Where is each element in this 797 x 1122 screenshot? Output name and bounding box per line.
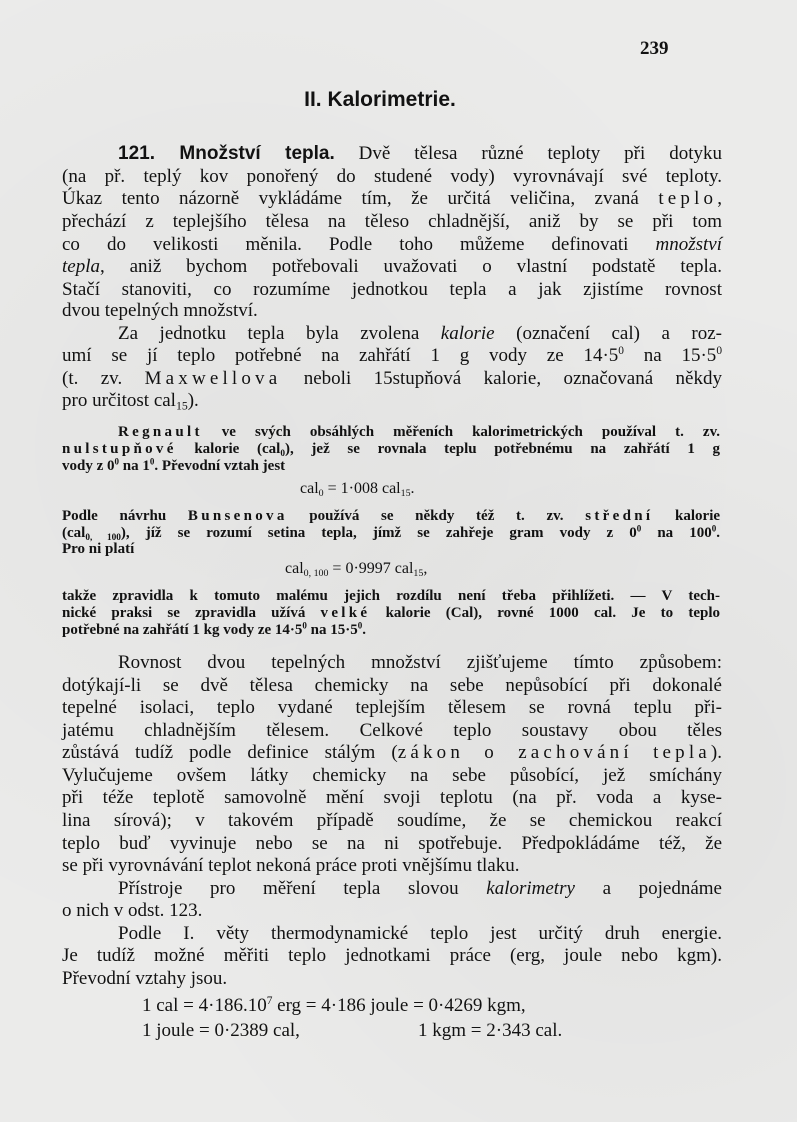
text-run: .: [410, 480, 415, 497]
text-run: (t. zv.: [62, 367, 145, 389]
text-run: dotýkají-li se dvě tělesa chemicky na sebe nepůsobící při dokonalé: [62, 674, 722, 696]
text-run: ,: [423, 560, 428, 577]
text-run: Stačí stanoviti, co rozumíme jednotkou tepla a jak zjistíme rovnost: [62, 278, 722, 300]
text-run: ), jíž se rozumí setina tepla, jímž se zahřeje gram vody z 0: [120, 525, 637, 541]
text-run: velké: [320, 605, 371, 621]
text-run: Podle I. věty thermodynamické teplo jest určitý druh energie.: [118, 922, 722, 944]
text-run: cal: [285, 560, 304, 577]
text-line: [300, 480, 415, 498]
text-line: [118, 143, 722, 164]
text-line: [62, 742, 722, 763]
text-line: [62, 234, 722, 255]
text-run: (cal: [62, 525, 86, 541]
subscript: 15: [413, 567, 424, 579]
text-run: Pro ni platí: [62, 541, 135, 557]
text-line: [62, 675, 722, 696]
text-run: Maxwellova: [144, 367, 282, 389]
chapter-title: II. Kalorimetrie.: [304, 88, 456, 111]
page-number: 239: [640, 38, 669, 59]
text-run: kalorie (cal: [176, 441, 281, 457]
text-run: Bunsenova: [187, 508, 288, 524]
text-line: [62, 945, 722, 966]
text-line: [142, 1020, 300, 1041]
subscript: 0, 100: [85, 532, 121, 543]
text-run: cal: [300, 480, 319, 497]
text-run: Vylučujeme ovšem látky chemicky na sebe působící, jež smíchány: [62, 764, 722, 786]
text-line: [62, 166, 722, 187]
text-line: [62, 622, 366, 638]
subscript: 15: [175, 399, 188, 413]
superscript: 0: [357, 620, 363, 631]
text-line: [62, 765, 722, 786]
text-run: pro určitost cal: [62, 389, 176, 411]
text-run: zůstává tudíž podle definice stálým (: [62, 741, 398, 763]
text-run: ).: [710, 741, 722, 763]
text-run: Rovnost dvou tepelných množství zjišťujeme tímto způsobem:: [118, 651, 722, 673]
text-run: co do velikosti měnila. Podle toho můžeme definovati: [62, 233, 656, 255]
text-run: tepla: [62, 255, 100, 277]
text-run: při téže teplotě samovolně mění svoji teplotu (na př. voda a kyse-: [62, 786, 722, 808]
superscript: 0: [636, 523, 642, 534]
superscript: 0: [302, 620, 307, 631]
text-run: Za jednotku tepla byla zvolena: [118, 322, 441, 344]
text-line: [62, 900, 202, 921]
text-run: používá se někdy též t. zv.: [287, 508, 586, 524]
text-run: kalorie: [440, 322, 495, 344]
text-line: [62, 588, 720, 604]
text-line: [142, 995, 526, 1016]
text-run: Regnault: [118, 424, 203, 440]
text-line: [62, 541, 134, 557]
text-run: a pojednáme: [574, 877, 722, 899]
text-line: [62, 368, 722, 389]
text-run: na 100: [641, 525, 712, 541]
text-run: 1 kgm = 2·343 cal.: [418, 1019, 563, 1041]
text-line: [62, 525, 720, 541]
text-run: (na př. teplý kov ponořený do studené vody) vyrovnávají své teploty.: [62, 165, 722, 187]
text-run: nulstupňové: [62, 441, 177, 457]
text-run: na 15·5: [306, 622, 358, 638]
text-line: [62, 508, 720, 524]
text-run: kalorie: [653, 508, 721, 524]
superscript: 0: [114, 456, 119, 467]
text-run: přechází z teplejšího tělesa na těleso chladnější, aniž by se při tom: [62, 210, 722, 232]
text-line: [62, 458, 285, 474]
text-line: [418, 1020, 562, 1041]
text-run: množství: [655, 233, 722, 255]
text-run: se při vyrovnávání teplot nekoná práce proti vnějšímu tlaku.: [62, 854, 520, 876]
text-run: 121. Množství tepla.: [118, 142, 335, 164]
text-run: jatému chladnějším tělesem. Celkové teplo soustavy obou těles: [62, 719, 722, 741]
superscript: 0: [711, 523, 717, 534]
text-run: vody z 0: [62, 458, 115, 474]
text-run: na 15·5: [623, 344, 717, 366]
text-line: [118, 652, 722, 673]
text-line: [62, 390, 199, 411]
text-run: Je tudíž možné měřiti teplo jednotkami práce (erg, joule nebo kgm).: [62, 944, 722, 966]
text-run: ,: [717, 187, 722, 209]
text-run: erg = 4·186 joule = 0·4269 kgm,: [272, 994, 526, 1016]
text-run: nické praksi se zpravidla užívá: [62, 605, 321, 621]
text-run: ).: [187, 389, 199, 411]
text-run: potřebné na zahřátí 1 kg vody ze 14·5: [62, 622, 303, 638]
text-line: [118, 923, 722, 944]
text-run: Úkaz tento názorně vykládáme tím, že určitá veličina, zvaná: [62, 187, 659, 209]
text-line: [62, 968, 227, 989]
text-line: [118, 323, 722, 344]
text-run: lina sírová); v takovém případě soudíme, že se chemickou reakcí: [62, 809, 722, 831]
text-run: , aniž bychom potřebovali uvažovati o vlastní podstatě tepla.: [100, 255, 722, 277]
text-run: = 0·9997 cal: [328, 560, 414, 577]
text-run: neboli 15stupňová kalorie, označovaná někdy: [281, 367, 722, 389]
text-line: [62, 720, 722, 741]
text-run: Dvě tělesa různé teploty při dotyku: [334, 142, 722, 164]
superscript: 0: [149, 456, 155, 467]
text-run: zákon o zachování tepla: [397, 741, 711, 763]
text-run: teplo: [658, 187, 718, 209]
text-run: Převodní vztahy jsou.: [62, 967, 228, 989]
text-line: [62, 211, 722, 232]
text-run: (označení cal) a roz-: [494, 322, 722, 344]
text-line: [62, 810, 722, 831]
text-run: . Převodní vztah jest: [154, 458, 286, 474]
text-run: tepelné isolaci, teplo vydané teplejším tělesem se rovná teplu při-: [62, 696, 722, 718]
superscript: 0: [618, 344, 624, 357]
text-run: Podle návrhu: [62, 508, 188, 524]
text-line: [62, 855, 519, 876]
text-run: = 1·008 cal: [323, 480, 401, 497]
subscript: 0, 100: [303, 567, 329, 579]
superscript: 0: [716, 344, 723, 357]
text-run: .: [716, 525, 720, 541]
text-run: ), jež se rovnala teplu potřebnému na zahřátí 1 g: [285, 441, 720, 457]
text-run: na 1: [119, 458, 150, 474]
text-run: 1 cal = 4·186.10: [142, 994, 267, 1016]
text-line: [285, 560, 427, 578]
text-run: kalorie (Cal), rovné 1000 cal. Je to teplo: [370, 605, 720, 621]
text-run: .: [362, 622, 367, 638]
text-line: [62, 605, 720, 621]
text-run: umí se jí teplo potřebné na zahřátí 1 g vody ze 14·5: [62, 344, 619, 366]
superscript: 7: [266, 994, 273, 1007]
text-run: 1 joule = 0·2389 cal,: [142, 1019, 300, 1041]
text-run: o nich v odst. 123.: [62, 899, 203, 921]
subscript: 0: [318, 487, 324, 499]
text-run: kalorimetry: [486, 877, 575, 899]
text-line: [118, 424, 720, 440]
text-run: ve svých obsáhlých měřeních kalorimetrických používal t. zv.: [202, 424, 720, 440]
text-run: dvou tepelných množství.: [62, 299, 258, 321]
text-line: [62, 345, 722, 366]
text-run: takže zpravidla k tomuto malému jejich rozdílu není třeba přihlížeti. — V tech-: [62, 588, 720, 604]
subscript: 0: [280, 448, 285, 459]
text-line: [62, 279, 722, 300]
text-line: [62, 441, 720, 457]
subscript: 15: [400, 487, 411, 499]
text-line: [118, 878, 722, 899]
text-line: [62, 300, 258, 321]
text-run: teplo buď vyvinuje nebo se na ni spotřebuje. Předpokládáme též, že: [62, 832, 722, 854]
text-line: [62, 256, 722, 277]
text-line: [62, 697, 722, 718]
text-line: [62, 188, 722, 209]
text-line: [62, 787, 722, 808]
text-line: [62, 833, 722, 854]
text-run: střední: [585, 508, 654, 524]
text-run: Přístroje pro měření tepla slovou: [118, 877, 487, 899]
